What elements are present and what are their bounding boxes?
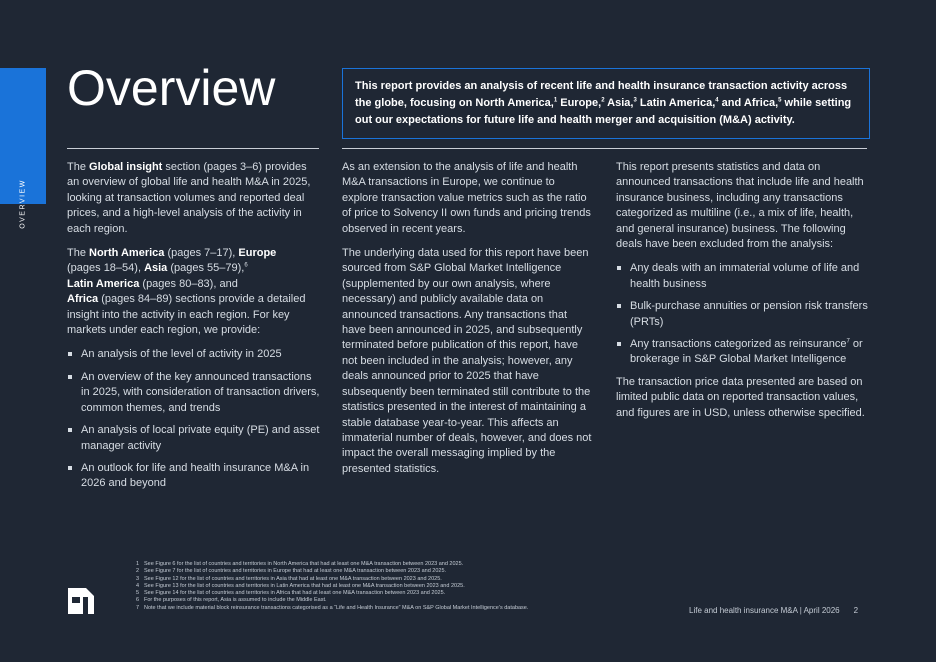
footnotes — [136, 561, 528, 612]
list-item: An overview of the key announced transactions in 2025, with consideration of transaction drivers, common themes, and trends — [67, 370, 321, 416]
col1-paragraph-1: The Global insight section (pages 3–6) provides an overview of global life and health M&A in 2025, looking at transaction volumes and reported deal prices, and a high-level analysis of the activity in each region. — [67, 161, 311, 235]
col3-bullet-list — [616, 261, 868, 367]
list-item: An analysis of local private equity (PE) and asset manager activity — [67, 423, 321, 454]
col1-bullet-list — [67, 347, 321, 491]
list-item: An outlook for life and health insurance M&A in 2026 and beyond — [67, 461, 321, 492]
column-1 — [67, 160, 321, 499]
list-item: Any deals with an immaterial volume of life and health business — [616, 261, 868, 292]
column-2 — [342, 160, 592, 486]
section-tab-label: OVERVIEW — [19, 179, 27, 229]
footnote: 5 See Figure 14 for the list of countries and territories in Africa that had at least one M&A transaction between 2023 and 2025. — [136, 590, 446, 597]
page-title: Overview — [67, 60, 276, 116]
col3-paragraph-1: This report presents statistics and data on announced transactions that include life and health insurance business, including any transactions categorized as multiline (i.e., a mix of life, health, and general insurance) business. The following deals have been excluded from the analysis: — [616, 161, 864, 251]
column-3 — [616, 160, 868, 430]
intro-callout: This report provides an analysis of recent life and health insurance transaction activity across the globe, focusing on North America,$^1$ Europe,$^2$ Asia,$^3$ Latin America,$^4$ and Africa,$^5$ while setting out our expectations for future life and health merger and acquisition (M&A) activity. — [342, 68, 870, 139]
section-tab — [0, 68, 46, 229]
list-item: Bulk-purchase annuities or pension risk transfers (PRTs) — [616, 299, 868, 330]
footnote: 7 Note that we include material block reinsurance transactions categorised as a “Life and Health Insurance” M&A on S&P Global Market Intelligence’s database. — [136, 604, 529, 611]
col2-paragraph-2: The underlying data used for this report have been sourced from S&P Global Market Intelligence (supplemented by our own analysis, where necessary) and publicly available data on announced transactions. Any transactions that have been announced in 2025, and subsequently terminated before publication of this report, have not been included in the analysis; however, any deals announced prior to 2025 that have subsequently been terminated still contribute to the statistics presented in the interest of maintaining a stable database year-to-year. This affects an immaterial number of deals, however, and does not impact the overall messaging implied by the presented statistics. — [342, 247, 592, 475]
col2-paragraph-1: As an extension to the analysis of life and health M&A transactions in Europe, we continue to explore transaction value metrics such as the ratio of price to Solvency II own funds and pricing trends observed in recent years. — [342, 161, 591, 235]
list-item: An analysis of the level of activity in 2025 — [67, 347, 321, 362]
list-item: Any transactions categorized as reinsurance$^7$ or brokerage in S&P Global Market Intelligence — [616, 337, 868, 368]
company-logo-icon — [68, 588, 94, 614]
col3-paragraph-2: The transaction price data presented are based on limited public data on reported transaction values, and figures are in USD, unless otherwise specified. — [616, 375, 865, 419]
page-footer — [689, 606, 858, 615]
footnote: 4 See Figure 13 for the list of countries and territories in Latin America that had at least one M&A transaction between 2023 and 2025. — [136, 582, 465, 589]
page-number: 2 — [853, 606, 859, 615]
title-rule — [67, 148, 319, 149]
footnote: 3 See Figure 12 for the list of countries and territories in Asia that had at least one M&A transaction between 2023 and 2025. — [136, 575, 442, 582]
footnote: 2 See Figure 7 for the list of countries and territories in Europe that had at least one M&A transaction between 2023 and 2025. — [136, 568, 447, 575]
callout-rule — [342, 148, 867, 149]
footer-document-title: Life and health insurance M&A | April 2026 — [689, 606, 840, 615]
footnote: 6 For the purposes of this report, Asia is assumed to include the Middle East. — [136, 597, 327, 604]
footnote: 1 See Figure 6 for the list of countries and territories in North America that had at least one M&A transaction between 2023 and 2025. — [136, 561, 464, 567]
col1-paragraph-2: The North America (pages 7–17), Europe (pages 18–54), Asia (pages 55–79),$^6$ Latin America (pages 80–83), and Africa (pages 84–89) sections provide a detailed insight into the activity in each region. For key markets under each region, we provide: — [67, 247, 306, 337]
